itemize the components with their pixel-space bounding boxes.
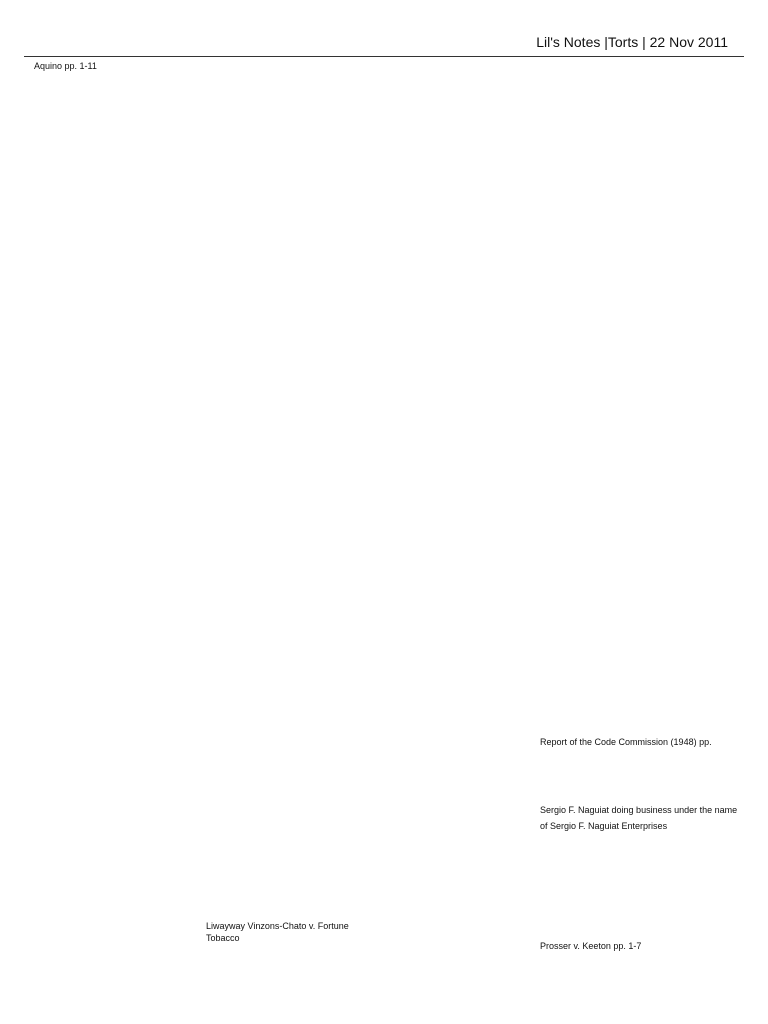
section-title-code-commission: Report of the Code Commission (1948) pp.	[540, 737, 712, 747]
header-rule	[24, 56, 744, 57]
section-title-naguiat-cont: of Sergio F. Naguiat Enterprises	[540, 821, 668, 831]
notes-header: Lil's Notes |Torts | 22 Nov 2011	[536, 34, 728, 50]
section-title-naguiat: Sergio F. Naguiat doing business under the name	[540, 805, 738, 815]
section-title-prosser: Prosser v. Keeton pp. 1-7	[540, 941, 642, 951]
section-title-vinzons-chato: Liwayway Vinzons-Chato v. Fortune Tobacco	[206, 921, 349, 943]
section-title-aquino: Aquino pp. 1-11	[34, 61, 97, 71]
